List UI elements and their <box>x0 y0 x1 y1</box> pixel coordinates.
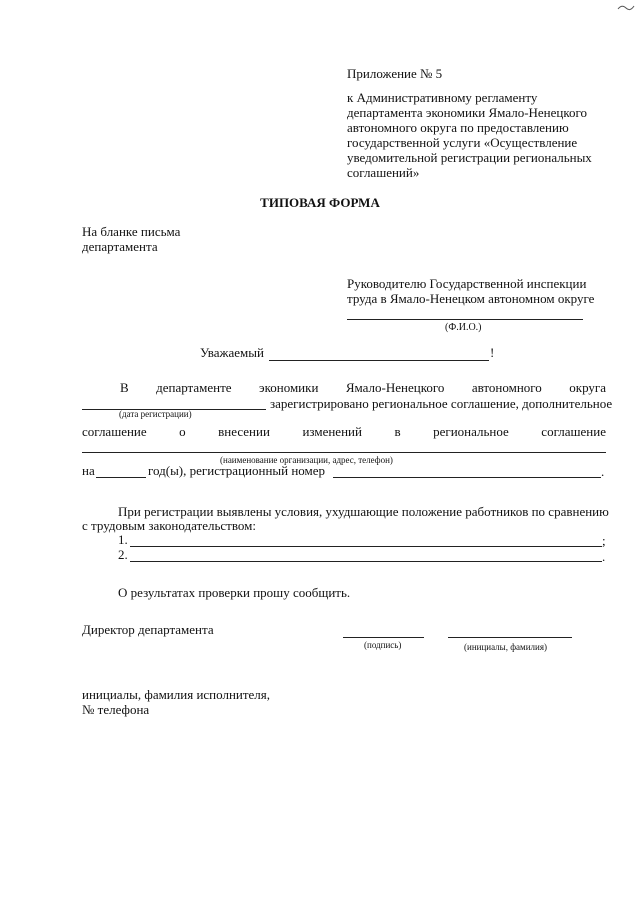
p1-word: внесении <box>218 424 270 439</box>
appendix-line: соглашений» <box>347 165 420 180</box>
p1-word: В <box>120 380 129 395</box>
director-position: Директор департамента <box>82 622 214 637</box>
condition-item-blank <box>130 546 602 547</box>
conditions-line2: с трудовым законодательством: <box>82 518 256 533</box>
addressee-line: труда в Ямало-Ненецком автономном округе <box>347 291 595 306</box>
appendix-line: автономного округа по предоставлению <box>347 120 569 135</box>
p1-word: департаменте <box>156 380 232 395</box>
conditions-line1: При регистрации выявлены условия, ухудшающие положение работников по сравнению <box>118 504 609 519</box>
p1-word: соглашение <box>82 424 147 439</box>
na-label: на <box>82 463 95 478</box>
signature-blank <box>343 637 424 638</box>
appendix-line: уведомительной регистрации региональных <box>347 150 592 165</box>
greeting-end: ! <box>490 345 495 360</box>
line-end-period: . <box>601 464 605 479</box>
appendix-title: Приложение № 5 <box>347 66 443 81</box>
letterhead-line: департамента <box>82 239 158 254</box>
form-title: ТИПОВАЯ ФОРМА <box>260 195 380 210</box>
corner-mark <box>616 2 636 12</box>
executor-line: инициалы, фамилия исполнителя, <box>82 687 271 702</box>
p1-word: региональное <box>433 424 509 439</box>
p1-word: соглашение <box>541 424 606 439</box>
letterhead-line: На бланке письма <box>82 224 181 239</box>
p1-word: округа <box>569 380 606 395</box>
registration-number-blank <box>333 477 601 478</box>
fio-caption: (Ф.И.О.) <box>445 322 482 333</box>
p1-line1 <box>120 380 606 396</box>
appendix-line: департамента экономики Ямало-Ненецкого <box>347 105 588 120</box>
p1-word: Ямало-Ненецкого <box>345 380 445 395</box>
greeting-blank <box>269 360 489 361</box>
greeting-text: Уважаемый <box>200 345 264 360</box>
org-caption: (наименование организации, адрес, телефон) <box>220 455 393 465</box>
appendix-line: к Административному регламенту <box>347 90 538 105</box>
p1-word: изменений <box>302 424 362 439</box>
request-text: О результатах проверки прошу сообщить. <box>118 585 351 600</box>
organization-blank <box>82 452 606 453</box>
p1-line3 <box>82 424 606 440</box>
date-caption: (дата регистрации) <box>119 409 192 419</box>
condition-item-number: 2. <box>118 547 128 562</box>
fio-blank <box>347 319 583 320</box>
condition-item-blank <box>130 561 602 562</box>
p1-word: в <box>394 424 401 439</box>
name-caption: (инициалы, фамилия) <box>464 642 547 652</box>
signature-caption: (подпись) <box>364 640 402 650</box>
years-blank <box>96 477 146 478</box>
years-label: год(ы), регистрационный номер <box>148 463 326 478</box>
condition-item-end: . <box>602 549 606 564</box>
p1-word: о <box>179 424 186 439</box>
p1-line2: зарегистрировано региональное соглашение, дополнительное <box>270 396 613 411</box>
appendix-line: государственной услуги «Осуществление <box>347 135 578 150</box>
addressee-line: Руководителю Государственной инспекции <box>347 276 587 291</box>
executor-phone: № телефона <box>82 702 150 717</box>
condition-item-number: 1. <box>118 532 128 547</box>
p1-word: экономики <box>259 380 319 395</box>
condition-item-end: ; <box>602 533 606 548</box>
p1-word: автономного <box>471 380 542 395</box>
name-blank <box>448 637 572 638</box>
